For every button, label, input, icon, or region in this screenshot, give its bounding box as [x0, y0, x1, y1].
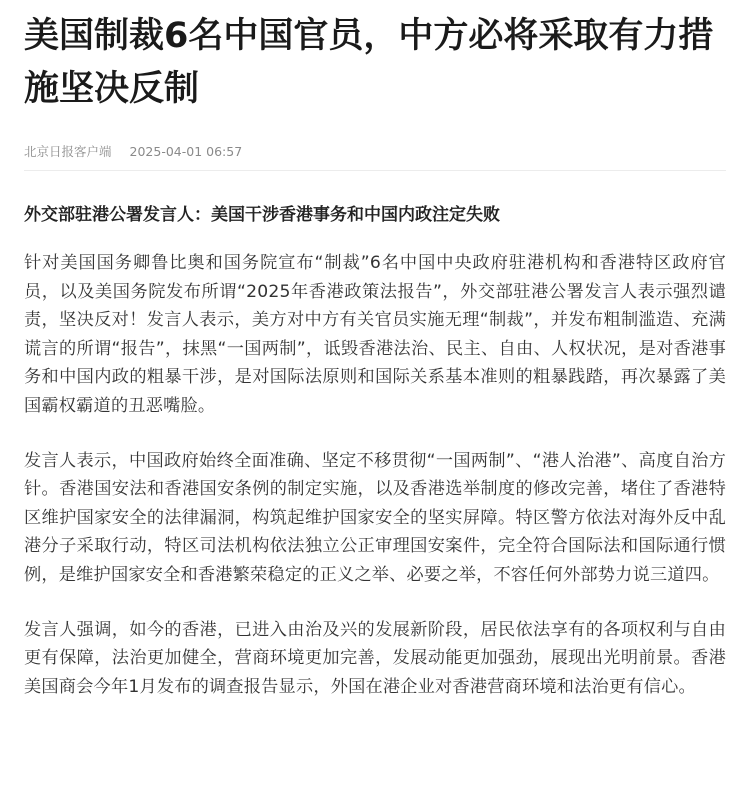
article-paragraph: 发言人表示，中国政府始终全面准确、坚定不移贯彻“一国两制”、“港人治港”、高度自治方针。香港国安法和香港国安条例的制定实施，以及香港选举制度的修改完善，堵住了香港特区维护国家安全的法律漏洞，构筑起维护国家安全的坚实屏障。特区警方依法对海外反中乱港分子采取行动，特区司法机构依法独立公正审理国安案件，完全符合国际法和国际通行惯例，是维护国家安全和香港繁荣稳定的正义之举、必要之举，不容任何外部势力说三道四。	[24, 450, 726, 585]
article-paragraph: 针对美国国务卿鲁比奥和国务院宣布“制裁”6名中国中央政府驻港机构和香港特区政府官员，以及美国务院发布所谓“2025年香港政策法报告”，外交部驻港公署发言人表示强烈谴责，坚决反对！发言人表示，美方对中方有关官员实施无理“制裁”，并发布粗制滥造、充满谎言的所谓“报告”，抹黑“一国两制”，诋毁香港法治、民主、自由、人权状况，是对香港事务和中国内政的粗暴干涉，是对国际法原则和国际关系基本准则的粗暴践踏，再次暴露了美国霸权霸道的丑恶嘴脸。	[24, 253, 726, 416]
article-paragraph: 发言人强调，如今的香港，已进入由治及兴的发展新阶段，居民依法享有的各项权利与自由更有保障，法治更加健全，营商环境更加完善，发展动能更加强劲，展现出光明前景。香港美国商会今年1月发布的调查报告显示，外国在港企业对香港营商环境和法治更有信心。	[24, 619, 726, 697]
article-subheading: 外交部驻港公署发言人：美国干涉香港事务和中国内政注定失败	[24, 205, 500, 225]
publish-date: 2025-04-01 06:57	[129, 144, 243, 159]
article-meta	[24, 142, 726, 162]
meta-divider	[24, 170, 726, 171]
article-title: 美国制裁6名中国官员，中方必将采取有力措施坚决反制	[24, 16, 714, 109]
source-name[interactable]: 北京日报客户端	[24, 144, 112, 159]
